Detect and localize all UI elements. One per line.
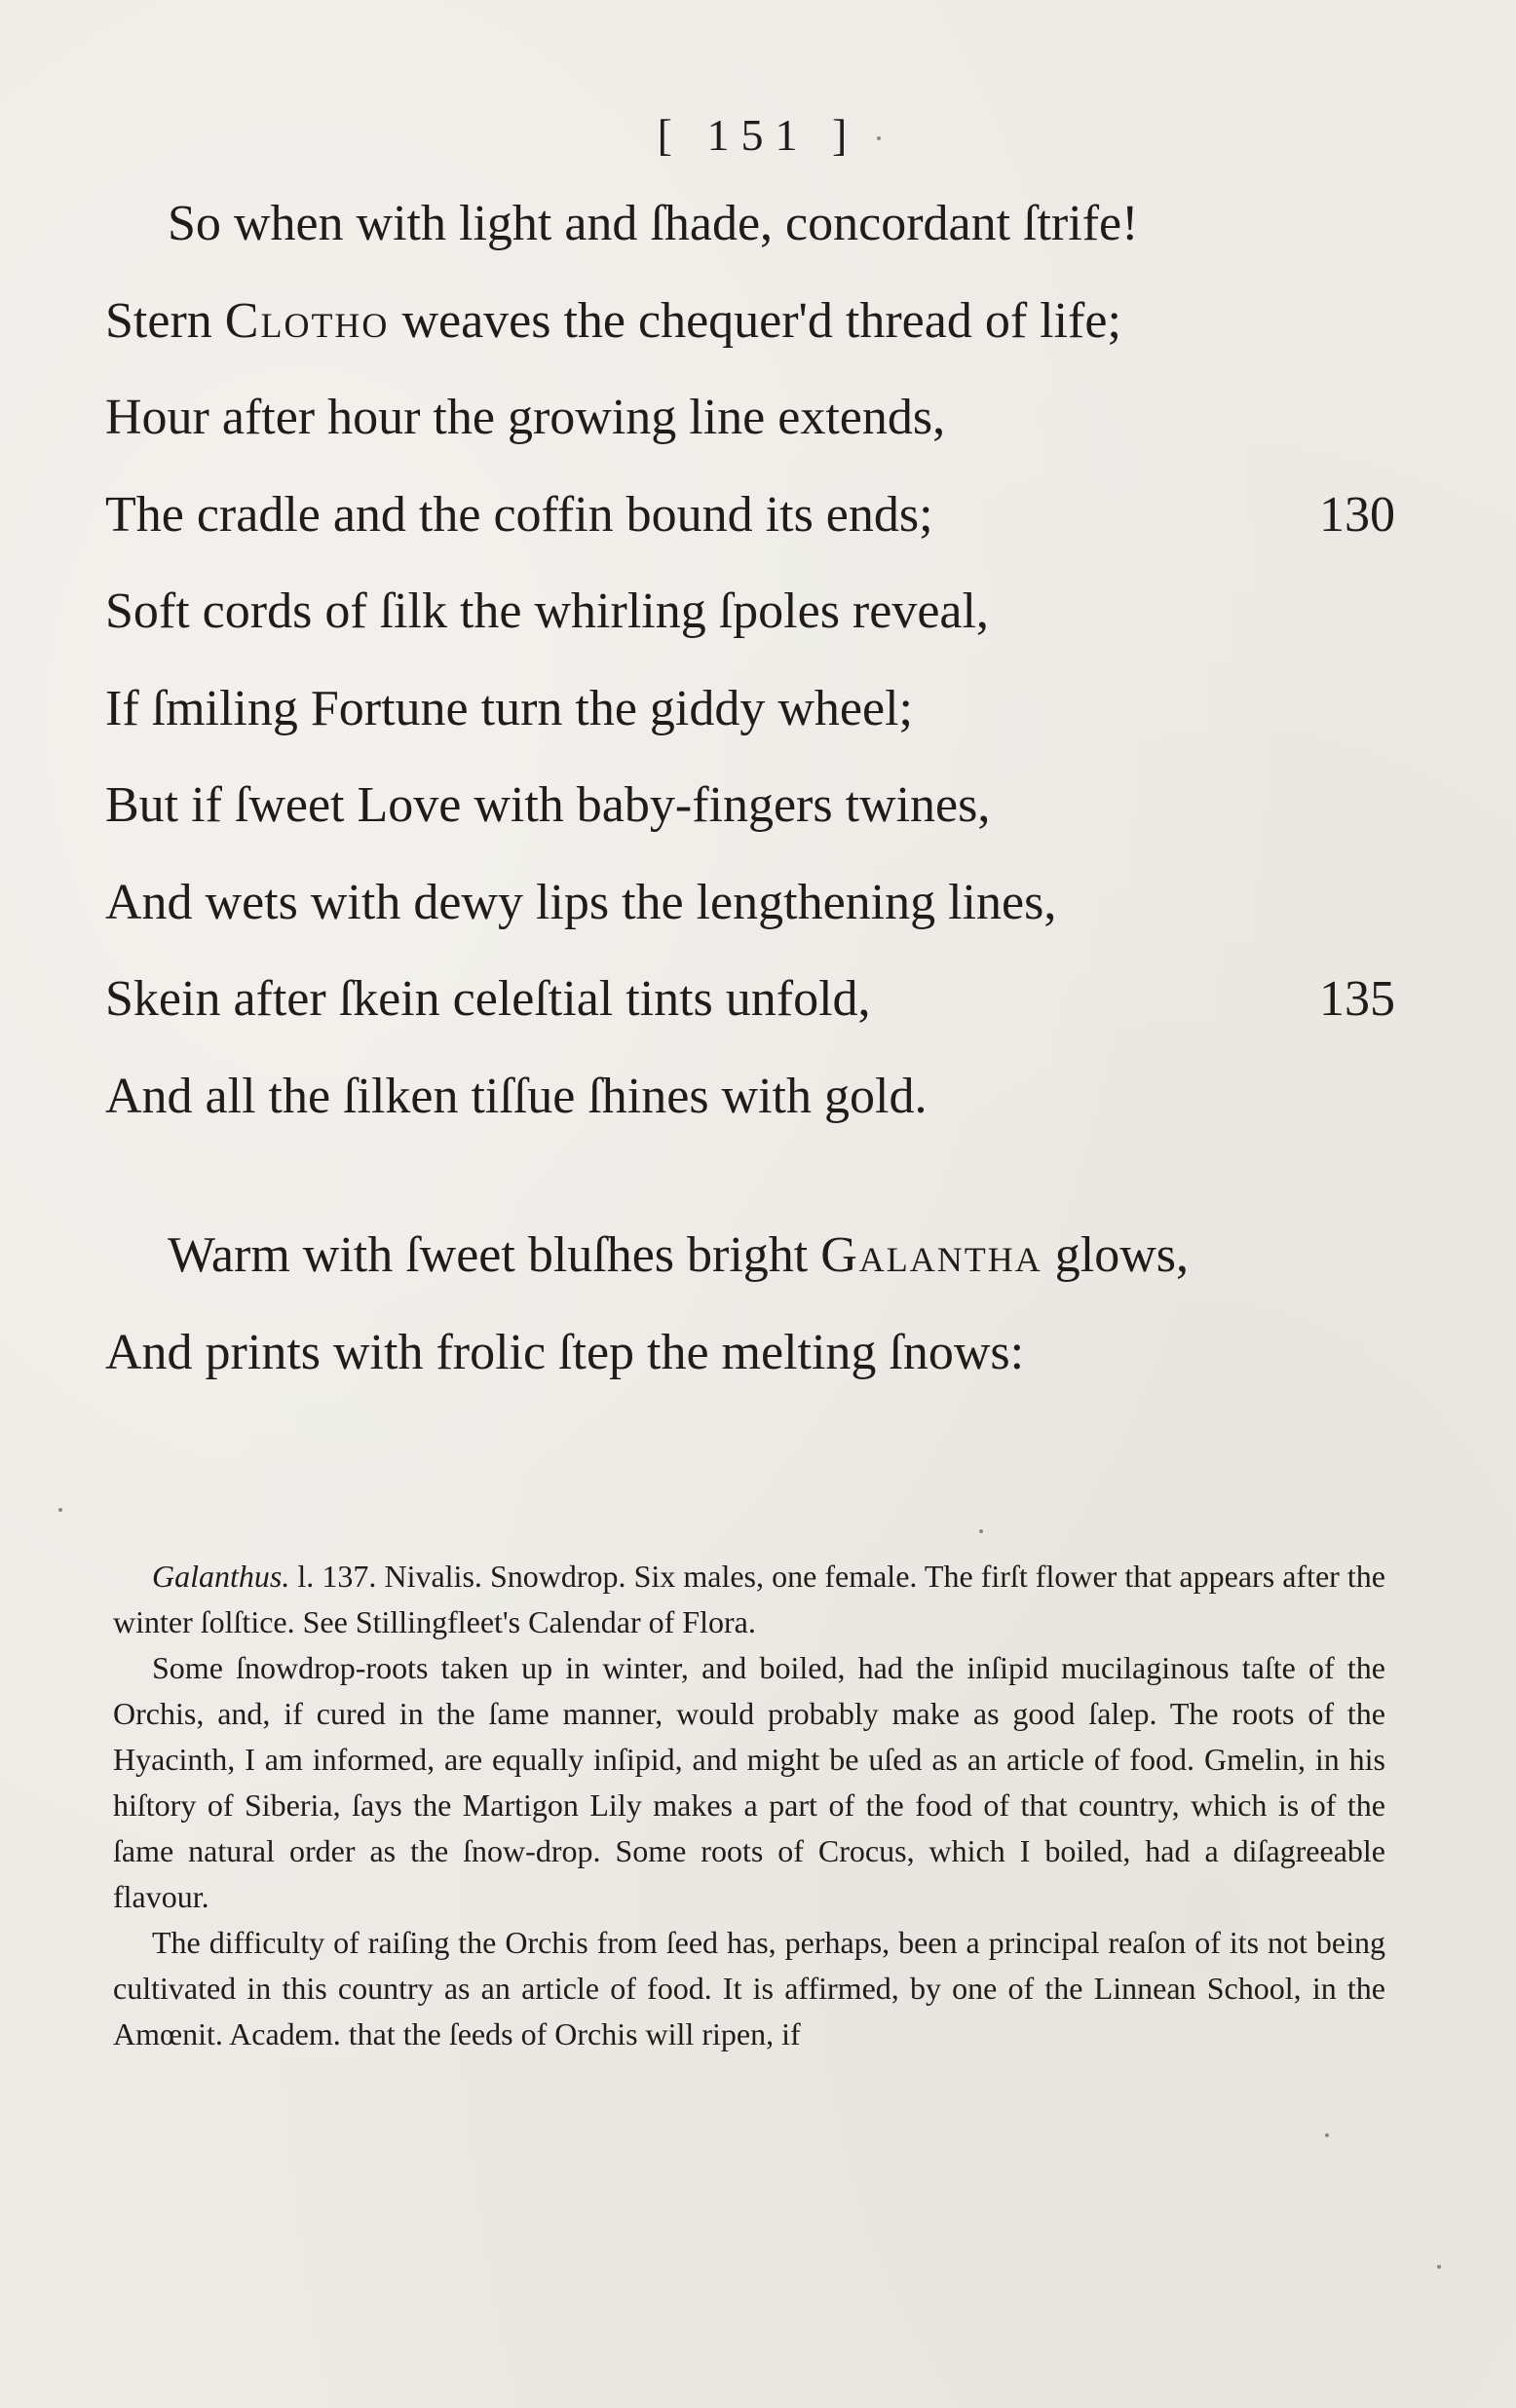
verse-line: Soft cords of ſilk the whirling ſpoles reveal,: [105, 583, 989, 639]
verse-block: [105, 190, 1395, 1415]
paper-speck: [877, 136, 881, 140]
footnotes: [113, 1554, 1385, 2057]
verse-line: But if ſweet Love with baby-fingers twines,: [105, 777, 991, 833]
verse-line: The cradle and the coffin bound its ends; 130: [105, 481, 1391, 579]
footnote-paragraph: The difficulty of raiſing the Orchis from ſeed has, perhaps, been a principal reaſon of its not being cultivated in this country as an article of food. It is affirmed, by one of the Linnean School, in the Amœnit. Academ. that the ſeeds of Orchis will ripen, if: [113, 1925, 1385, 2051]
verse-line: Warm with ſweet bluſhes bright Galantha glows,: [168, 1227, 1190, 1283]
paper-speck: [1437, 2265, 1441, 2269]
footnote-paragraph: Some ſnowdrop-roots taken up in winter, and boiled, had the inſipid mucilaginous taſte of the Orchis, and, if cured in the ſame manner, would probably make as good ſalep. The roots of the Hyacinth, I am informed, are equally inſipid, and might be uſed as an article of food. Gmelin, in his hiſtory of Siberia, ſays the Martigon Lily makes a part of the food of that country, which is of the ſame natural order as the ſnow-drop. Some roots of Crocus, which I boiled, had a diſagreeable flavour.: [113, 1650, 1385, 1914]
verse-line: Hour after hour the growing line extends,: [105, 390, 946, 445]
page-number: [ 151 ]: [657, 110, 859, 160]
line-number: 130: [1319, 486, 1395, 543]
paper-speck: [58, 1508, 62, 1512]
verse-line: Skein after ſkein celeſtial tints unfold, 135: [105, 965, 1391, 1063]
paper-speck: [979, 1529, 983, 1533]
verse-line: Stern Clotho weaves the chequer'd thread of life;: [105, 292, 1121, 349]
footnote-paragraph: Galanthus. l. 137. Nivalis. Snowdrop. Six males, one female. The firſt flower that appears after the winter ſolſtice. See Stillingfleet's Calendar of Flora.: [113, 1559, 1385, 1639]
verse-line: And all the ſilken tiſſue ſhines with gold.: [105, 1068, 928, 1124]
verse-line: If ſmiling Fortune turn the giddy wheel;: [105, 680, 913, 736]
paper-speck: [1325, 2133, 1329, 2137]
verse-line: And prints with frolic ſtep the melting ſnows:: [105, 1324, 1025, 1380]
verse-line: And wets with dewy lips the lengthening lines,: [105, 874, 1057, 930]
verse-line: So when with light and ſhade, concordant ſtrife!: [168, 196, 1139, 251]
line-number: 135: [1319, 971, 1395, 1027]
